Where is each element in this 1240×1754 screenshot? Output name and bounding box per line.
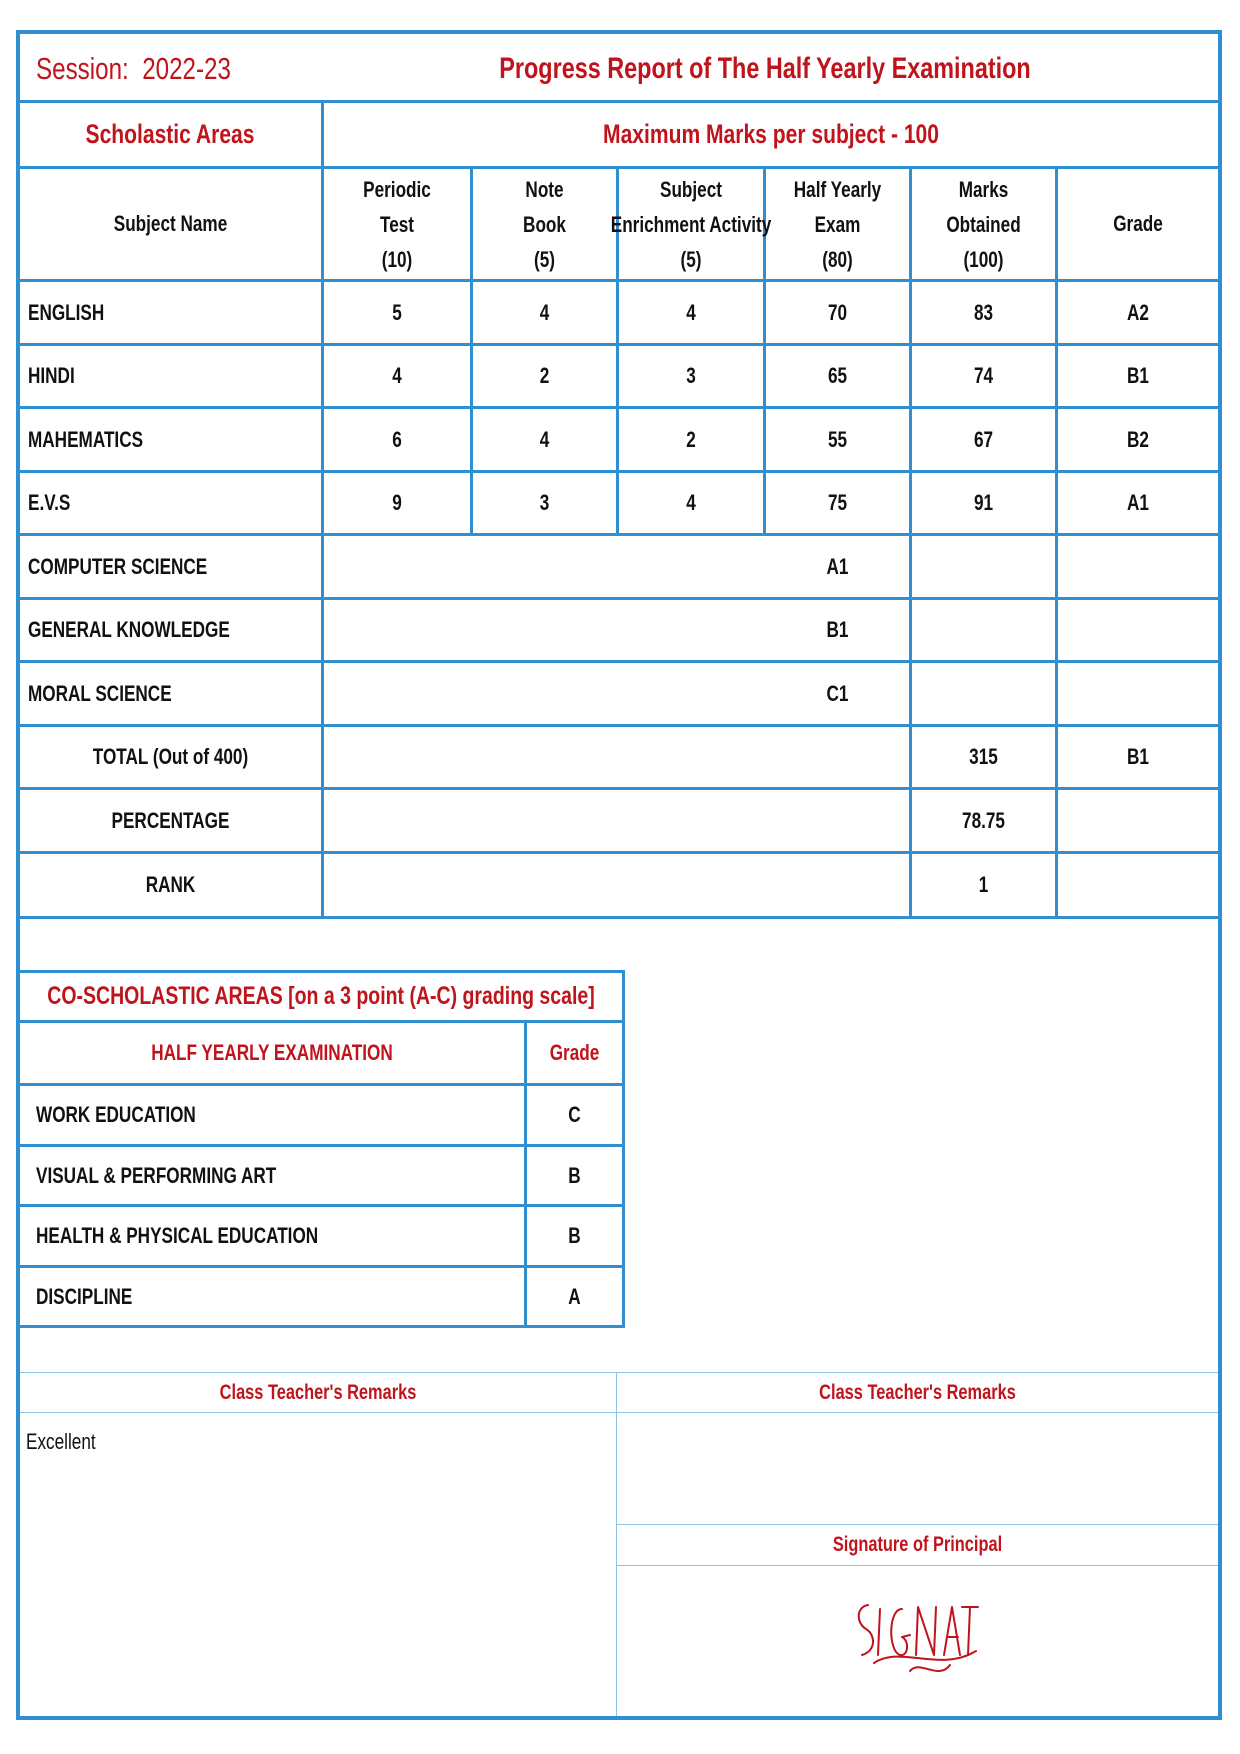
col-obtained-line3: (100) — [963, 246, 1004, 272]
col-notebook-line3: (5) — [534, 246, 555, 272]
marks-obtained-value: 91 — [973, 490, 994, 515]
col-grade: Grade — [1113, 211, 1163, 236]
col-periodic-line2: Test — [379, 211, 415, 237]
teacher-remarks-text: Excellent — [26, 1429, 96, 1454]
principal-signature-label: Signature of Principal — [832, 1533, 1003, 1556]
marks-obtained-value: 83 — [973, 299, 994, 325]
note-book-value: 4 — [539, 426, 550, 452]
col-enrichment — [610, 169, 772, 279]
signature-scribble-icon — [850, 1585, 990, 1685]
col-note-book — [489, 169, 601, 279]
teacher-remarks-label-right: Class Teacher's Remarks — [819, 1380, 1016, 1404]
co-col-exam: HALF YEARLY EXAMINATION — [151, 1040, 393, 1065]
subject-grade: C1 — [826, 680, 849, 706]
percentage-label: PERCENTAGE — [111, 807, 230, 833]
col-halfyearly-line3: (80) — [822, 246, 853, 272]
half-yearly-value: 55 — [827, 426, 848, 452]
co-area-grade: A — [568, 1283, 581, 1309]
co-area-grade: C — [568, 1102, 581, 1127]
principal-signature-image — [850, 1585, 990, 1685]
col-obtained-line1: Marks — [958, 176, 1009, 202]
marks-obtained-value: 67 — [973, 426, 994, 452]
col-marks-obtained — [928, 169, 1040, 279]
total-label: TOTAL (Out of 400) — [92, 744, 249, 769]
periodic-test-value: 4 — [392, 363, 402, 388]
grade-value: B1 — [1127, 363, 1149, 388]
session-label — [36, 46, 270, 92]
grade-value: B2 — [1127, 426, 1149, 452]
teacher-remarks-label: Class Teacher's Remarks — [219, 1380, 417, 1404]
col-enrichment-line3: (5) — [680, 246, 702, 272]
total-grade: B1 — [1127, 744, 1149, 769]
subject-name: HINDI — [28, 363, 75, 388]
half-yearly-value: 70 — [827, 299, 848, 325]
note-book-value: 2 — [539, 363, 550, 388]
col-notebook-line2: Book — [523, 211, 566, 237]
co-area-name: DISCIPLINE — [36, 1283, 133, 1309]
col-periodic-test — [340, 169, 454, 279]
col-obtained-line2: Obtained — [946, 211, 1021, 237]
col-subject-name: Subject Name — [113, 211, 228, 236]
grade-value: A1 — [1127, 490, 1149, 515]
col-halfyearly-line2: Exam — [814, 211, 861, 237]
col-notebook-line1: Note — [525, 176, 564, 202]
col-periodic-line3: (10) — [381, 246, 413, 272]
co-area-name: WORK EDUCATION — [36, 1102, 196, 1127]
co-area-name: VISUAL & PERFORMING ART — [36, 1162, 277, 1188]
marks-obtained-value: 74 — [973, 363, 994, 388]
enrichment-value: 4 — [686, 490, 696, 515]
note-book-value: 3 — [539, 490, 550, 515]
co-area-grade: B — [568, 1162, 581, 1188]
note-book-value: 4 — [539, 299, 550, 325]
rank-value: 1 — [978, 872, 989, 897]
co-col-grade: Grade — [549, 1040, 600, 1065]
col-halfyearly-line1: Half Yearly — [793, 176, 882, 202]
max-marks-label: Maximum Marks per subject - 100 — [603, 119, 939, 149]
enrichment-value: 3 — [686, 363, 696, 388]
co-area-name: HEALTH & PHYSICAL EDUCATION — [36, 1223, 319, 1248]
subject-name: MORAL SCIENCE — [28, 680, 172, 706]
col-periodic-line1: Periodic — [363, 176, 431, 202]
col-enrichment-line2: Enrichment Activity — [610, 211, 772, 237]
periodic-test-value: 5 — [392, 299, 402, 325]
co-area-grade: B — [568, 1223, 581, 1248]
periodic-test-value: 9 — [392, 490, 402, 515]
col-enrichment-line1: Subject — [660, 176, 722, 202]
subject-name: ENGLISH — [28, 299, 105, 325]
scholastic-areas-label: Scholastic Areas — [85, 119, 255, 149]
subject-grade: B1 — [826, 617, 849, 642]
subject-grade: A1 — [826, 553, 849, 579]
session-value: 2022-23 — [142, 51, 231, 86]
half-yearly-value: 65 — [827, 363, 848, 388]
subject-name: COMPUTER SCIENCE — [28, 553, 208, 579]
subject-name: MAHEMATICS — [28, 426, 144, 452]
percentage-value: 78.75 — [962, 807, 1005, 833]
half-yearly-value: 75 — [827, 490, 848, 515]
enrichment-value: 2 — [686, 426, 696, 452]
periodic-test-value: 6 — [392, 426, 402, 452]
total-value: 315 — [969, 744, 998, 769]
page-title: Progress Report of The Half Yearly Examination — [499, 52, 1031, 85]
subject-name: GENERAL KNOWLEDGE — [28, 617, 230, 642]
rank-label: RANK — [145, 872, 196, 897]
enrichment-value: 4 — [686, 299, 696, 325]
grade-value: A2 — [1127, 299, 1149, 325]
subject-name: E.V.S — [28, 490, 71, 515]
co-scholastic-title: CO-SCHOLASTIC AREAS [on a 3 point (A-C) grading scale] — [47, 982, 595, 1010]
col-half-yearly — [782, 169, 894, 279]
session-label-text: Session: — [36, 51, 129, 86]
